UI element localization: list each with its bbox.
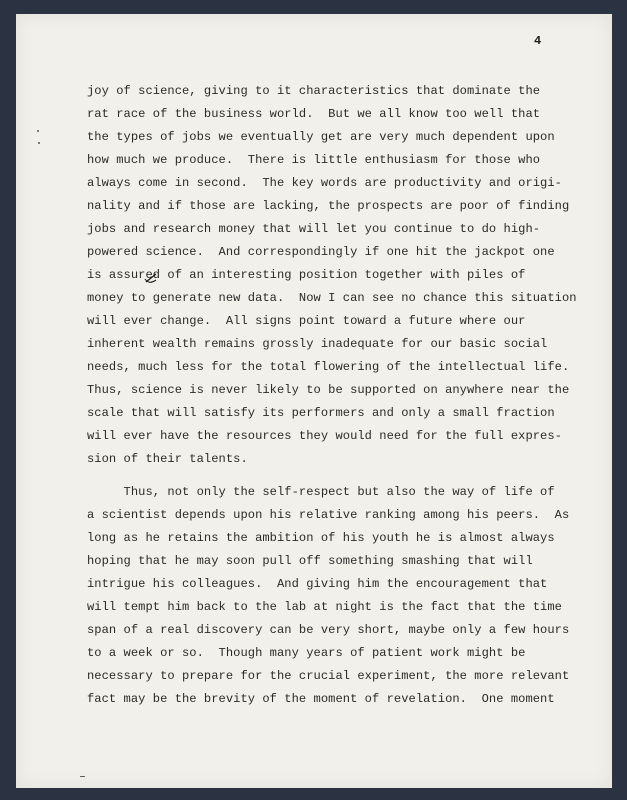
text-line: long as he retains the ambition of his youth he is almost always (87, 531, 555, 545)
text-line: to a week or so. Though many years of patient work might be (87, 646, 526, 660)
text-line: a scientist depends upon his relative ranking among his peers. As (87, 508, 570, 522)
text-line: jobs and research money that will let you continue to do high- (87, 222, 541, 236)
margin-dot (38, 142, 40, 144)
text-line: Thus, science is never likely to be supported on anywhere near the (87, 383, 570, 397)
text-line: hoping that he may soon pull off something smashing that will (87, 554, 533, 568)
text-line: sion of their talents. (87, 452, 248, 466)
text-line: how much we produce. There is little enthusiasm for those who (87, 153, 541, 167)
text-line: powered science. And correspondingly if one hit the jackpot one (87, 245, 555, 259)
text-line: scale that will satisfy its performers and only a small fraction (87, 406, 555, 420)
text-line: Thus, not only the self-respect but also the way of life of (87, 485, 555, 499)
text-line: money to generate new data. Now I can see no chance this situation (87, 291, 577, 305)
text-line: will ever change. All signs point toward a future where our (87, 314, 526, 328)
text-line: always come in second. The key words are productivity and origi- (87, 176, 562, 190)
text-line: fact may be the brevity of the moment of revelation. One moment (87, 692, 555, 706)
text-line: will tempt him back to the lab at night is the fact that the time (87, 600, 562, 614)
text-line: needs, much less for the total flowering of the intellectual life. (87, 360, 570, 374)
margin-dot (80, 776, 85, 777)
text-line: the types of jobs we eventually get are very much dependent upon (87, 130, 555, 144)
text-line: will ever have the resources they would need for the full expres- (87, 429, 562, 443)
text-line: is assured of an interesting position together with piles of (87, 268, 526, 282)
page-number: 4 (534, 34, 542, 48)
margin-dot (37, 130, 39, 132)
text-line: inherent wealth remains grossly inadequate for our basic social (87, 337, 548, 351)
handwritten-correction-mark (144, 272, 158, 286)
text-line: necessary to prepare for the crucial experiment, the more relevant (87, 669, 570, 683)
text-line: nality and if those are lacking, the prospects are poor of finding (87, 199, 570, 213)
text-line: intrigue his colleagues. And giving him the encouragement that (87, 577, 548, 591)
text-line: rat race of the business world. But we all know too well that (87, 107, 541, 121)
text-line: joy of science, giving to it characteristics that dominate the (87, 84, 541, 98)
text-line: span of a real discovery can be very short, maybe only a few hours (87, 623, 570, 637)
